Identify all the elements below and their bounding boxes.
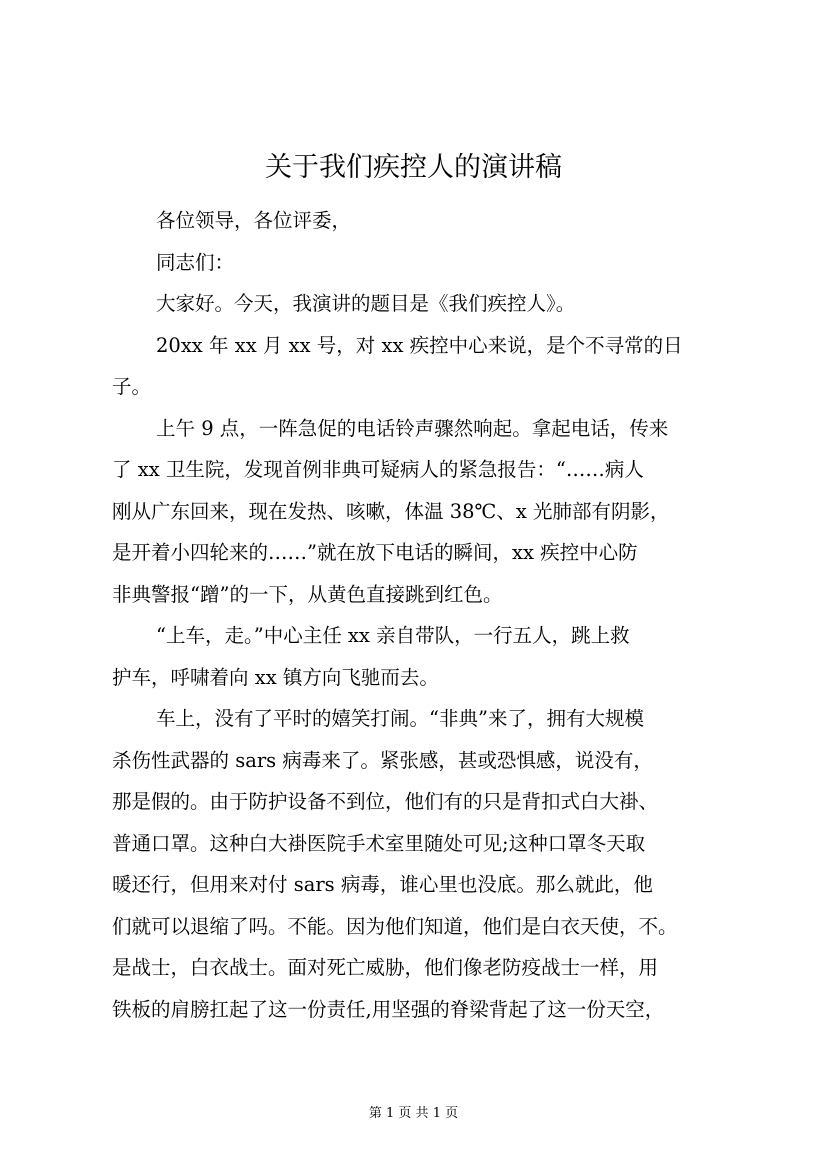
- text-line: 车上，没有了平时的嬉笑打闹。“非典”来了，拥有大规模: [156, 707, 644, 730]
- text-line: 普通口罩。这种白大褂医院手术室里随处可见;这种口罩冬天取: [112, 831, 646, 855]
- document-title: 关于我们疾控人的演讲稿: [265, 152, 562, 183]
- text-line: 是战士，白衣战士。面对死亡威胁，他们像老防疫战士一样，用: [112, 956, 659, 979]
- text-line: 是开着小四轮来的……”就在放下电话的瞬间，xx 疾控中心防: [112, 541, 638, 564]
- text-line: “上车，走。”中心主任 xx 亲自带队，一行五人，跳上救: [156, 624, 630, 647]
- text-line: 非典警报“蹭”的一下，从黄色直接跳到红色。: [112, 582, 503, 606]
- document-body: [112, 200, 732, 1030]
- text-line: 暖还行，但用来对付 sars 病毒，谁心里也没底。那么就此，他: [112, 873, 653, 896]
- text-line: 那是假的。由于防护设备不到位，他们有的只是背扣式白大褂、: [112, 790, 659, 813]
- text-line: 护车，呼啸着向 xx 镇方向飞驰而去。: [112, 665, 439, 689]
- text-line: 20xx 年 xx 月 xx 号，对 xx 疾控中心来说，是个不寻常的日: [156, 333, 683, 357]
- text-line: 子。: [112, 375, 152, 398]
- text-line: 杀伤性武器的 sars 病毒来了。紧张感，甚或恐惧感，说没有，: [112, 748, 653, 772]
- text-line: 同志们：: [156, 250, 235, 274]
- text-line: 了 xx 卫生院，发现首例非典可疑病人的紧急报告：“……病人: [112, 458, 644, 481]
- text-line: 们就可以退缩了吗。不能。因为他们知道，他们是白衣天使，不。: [112, 914, 678, 938]
- text-line: 大家好。今天，我演讲的题目是《我们疾控人》。: [156, 292, 576, 315]
- text-line: 刚从广东回来，现在发热、咳嗽，体温 38℃、x 光肺部有阴影，: [112, 499, 670, 523]
- text-line: 各位领导，各位评委，: [156, 209, 352, 232]
- text-line: 上午 9 点，一阵急促的电话铃声骤然响起。拿起电话，传来: [156, 416, 669, 440]
- page-footer: 第 1 页 共 1 页: [368, 1106, 459, 1121]
- text-line: 铁板的肩膀扛起了这一份责任,用坚强的脊梁背起了这一份天空，: [112, 997, 665, 1021]
